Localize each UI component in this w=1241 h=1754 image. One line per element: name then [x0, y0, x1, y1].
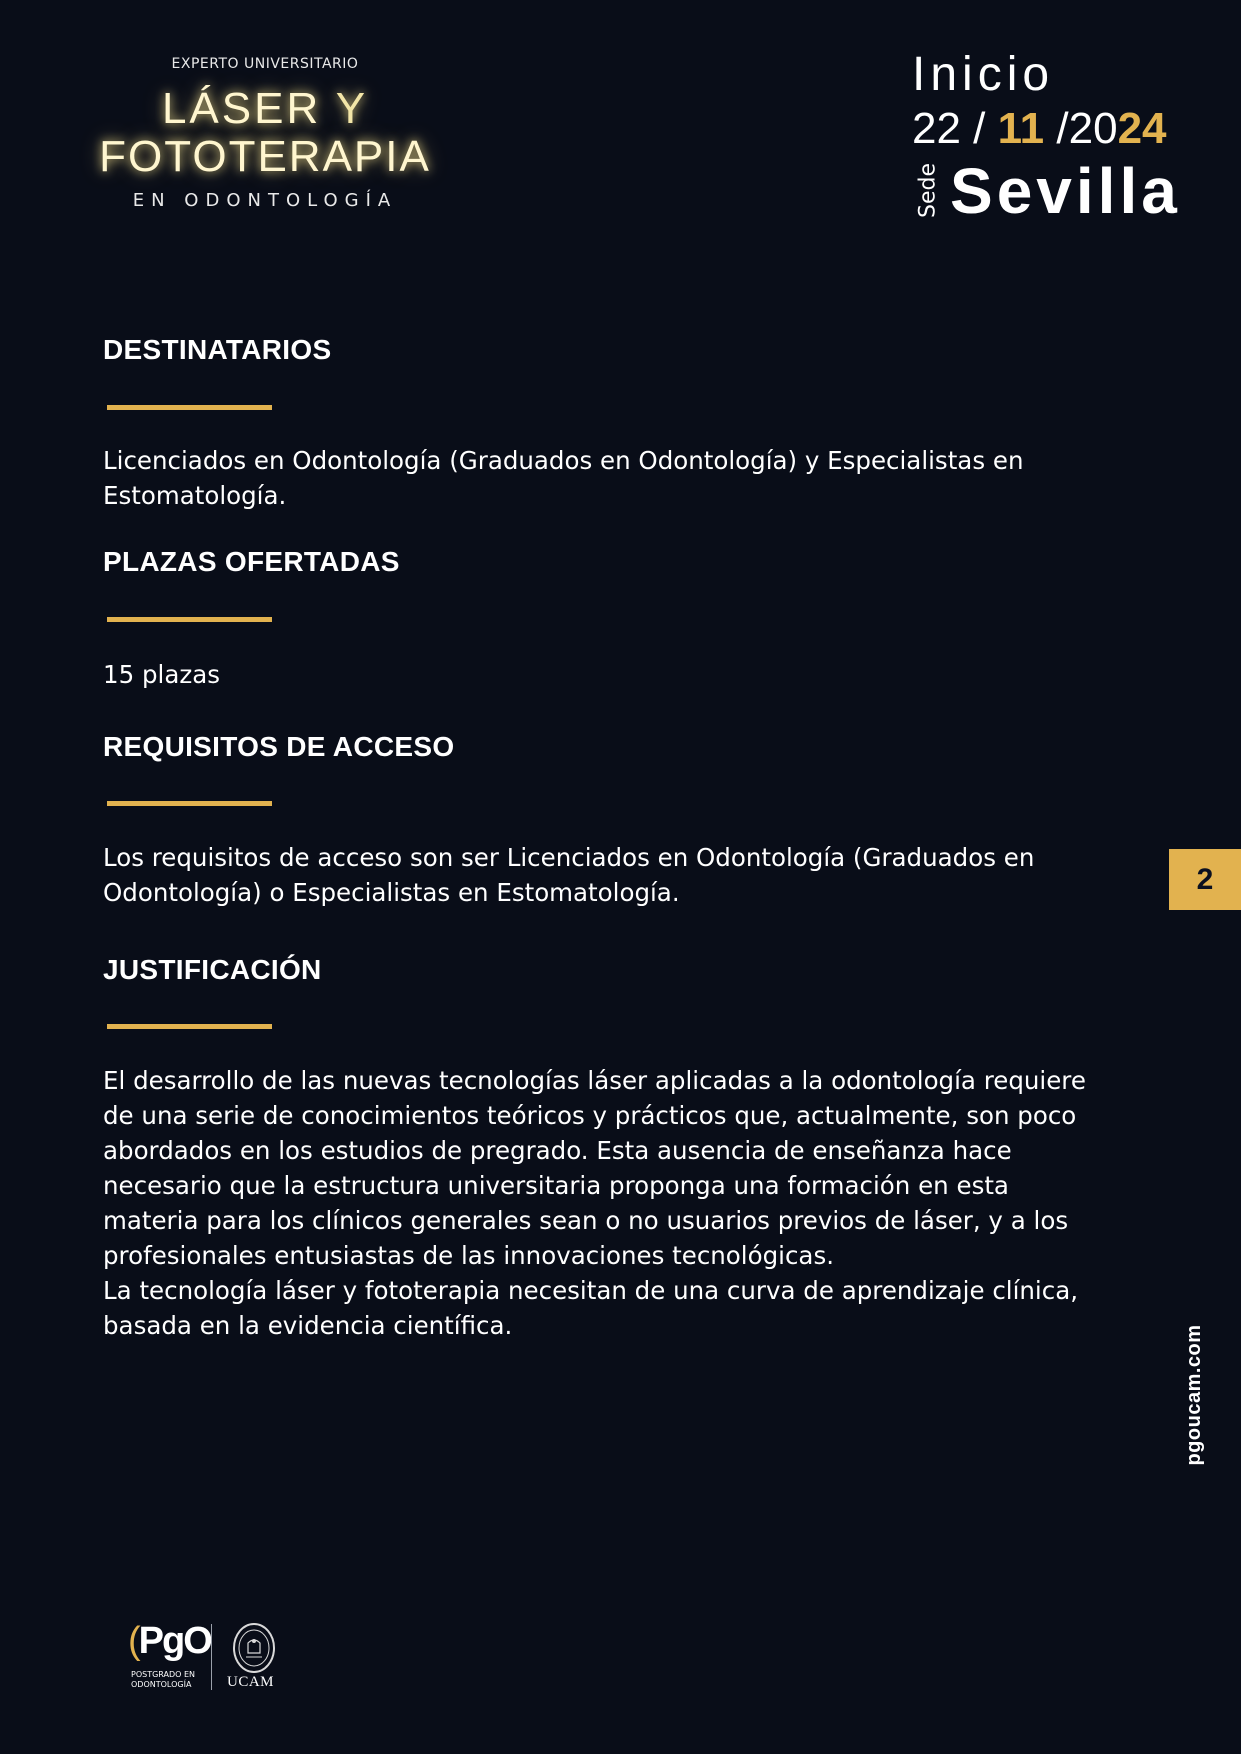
date-year-prefix: 20 — [1068, 104, 1118, 153]
section-text-destinatarios: Licenciados en Odontología (Graduados en Odontología) y Especialistas en Estomatología. — [103, 446, 1024, 510]
logo-title-word1: LÁSER — [161, 84, 322, 133]
ucam-seal-icon — [232, 1623, 276, 1673]
section-title-plazas: PLAZAS OFERTADAS — [103, 546, 400, 577]
venue-city: Sevilla — [950, 155, 1181, 227]
section-underline — [107, 801, 272, 806]
footer-divider — [211, 1624, 212, 1690]
footer-logos — [128, 1620, 288, 1695]
section-text-justificacion — [103, 1063, 1093, 1343]
pgo-caption — [131, 1670, 211, 1690]
section-title-requisitos: REQUISITOS DE ACCESO — [103, 731, 455, 762]
section-title-justificacion: JUSTIFICACIÓN — [103, 954, 322, 985]
side-website-link[interactable]: pgoucam.com — [1183, 1324, 1205, 1466]
section-underline — [107, 1024, 272, 1029]
logo-kicker: EXPERTO UNIVERSITARIO — [171, 56, 359, 72]
pgo-caption-line2: ODONTOLOGÍA — [131, 1680, 192, 1689]
section-underline — [107, 405, 272, 410]
venue — [912, 155, 1181, 227]
justificacion-paragraph-1: El desarrollo de las nuevas tecnologías láser aplicadas a la odontología requiere de una serie de conocimientos teóricos y prácticos que, actualmente, son poco abordados en los estudios de pregrado. Esta ausencia de enseñanza hace necesario que la estructura universitaria proponga una formación en esta materia para los clínicos generales sean o no usuarios previos de láser, y a los profesionales entusiastas de las innovaciones tecnológicas. — [103, 1066, 1086, 1270]
venue-label: Sede — [915, 163, 941, 218]
logo-title-word2: FOTOTERAPIA — [99, 132, 431, 181]
justificacion-paragraph-2: La tecnología láser y fototerapia necesitan de una curva de aprendizaje clínica, basada en la evidencia científica. — [103, 1276, 1079, 1340]
ucam-label: UCAM — [227, 1674, 275, 1690]
section-text-requisitos: Los requisitos de acceso son ser Licenciados en Odontología (Graduados en Odontología) o Especialistas en Estomatología. — [103, 843, 1035, 907]
date-day: 22 — [912, 104, 961, 153]
pgo-logo-paren-icon: ( — [128, 1620, 139, 1662]
page-number-badge: 2 — [1169, 849, 1241, 910]
date-sep2: / — [1044, 104, 1069, 153]
logo-title-connector: Y — [335, 84, 369, 133]
date-month: 11 — [997, 104, 1045, 153]
pgo-logo-text: PgO — [138, 1620, 211, 1662]
section-underline — [107, 617, 272, 622]
pgo-logo — [128, 1620, 211, 1663]
logo-subtitle: EN ODONTOLOGÍA — [132, 190, 398, 211]
pgo-caption-line1: POSTGRADO EN — [131, 1670, 196, 1679]
date-year-suffix: 24 — [1117, 104, 1167, 153]
start-date — [912, 104, 1172, 154]
logo-title-line1 — [90, 86, 440, 132]
section-title-destinatarios: DESTINATARIOS — [103, 334, 332, 365]
date-sep1: / — [960, 104, 998, 153]
start-info — [912, 48, 1181, 227]
start-label: Inicio — [912, 48, 1055, 101]
program-logo — [90, 56, 440, 211]
section-text-plazas: 15 plazas — [103, 660, 220, 689]
